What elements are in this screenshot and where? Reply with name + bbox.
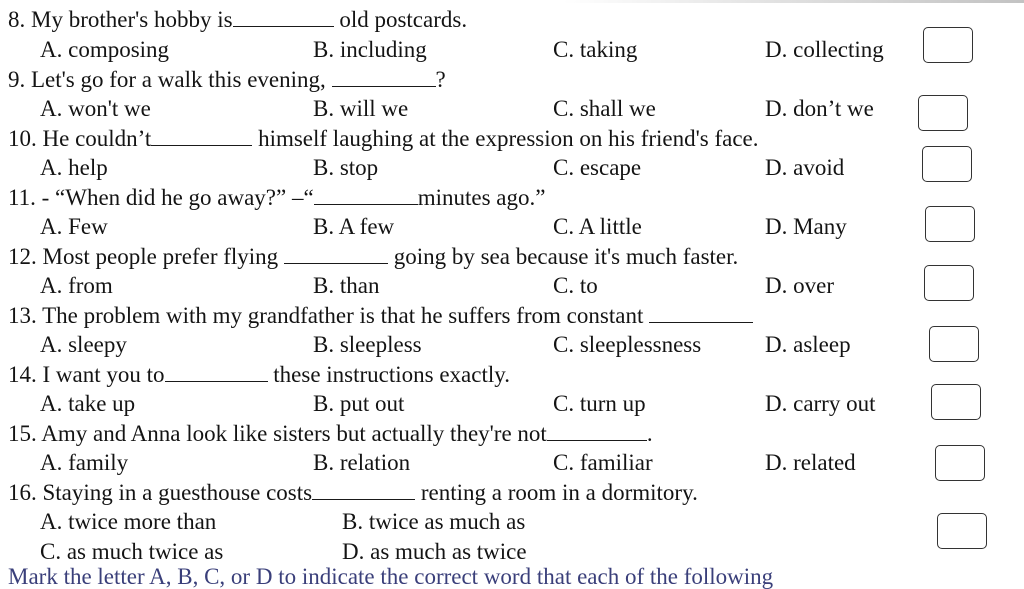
option-a[interactable]: A. help xyxy=(40,155,108,180)
answer-blank xyxy=(312,481,415,500)
option-d[interactable]: D. related xyxy=(765,450,856,475)
answer-blank xyxy=(547,422,647,441)
question-11-text-before: 11. - “When did he go away?” –“ xyxy=(8,185,314,210)
question-9-stem xyxy=(8,66,446,93)
answer-box-14[interactable] xyxy=(931,384,981,420)
answer-blank xyxy=(165,363,268,382)
option-a[interactable]: A. take up xyxy=(40,391,136,416)
question-8-text-after: old postcards. xyxy=(333,7,468,32)
option-a[interactable]: A. from xyxy=(40,273,113,298)
option-b[interactable]: B. relation xyxy=(313,450,411,475)
question-10-text-after: himself laughing at the expression on his friend's face. xyxy=(252,126,759,151)
question-16-text-after: renting a room in a dormitory. xyxy=(415,480,698,505)
option-a[interactable]: A. family xyxy=(40,450,129,475)
option-a[interactable]: A. Few xyxy=(40,214,108,239)
option-d[interactable]: D. carry out xyxy=(765,391,876,416)
question-10-stem xyxy=(8,125,759,152)
option-d[interactable]: D. avoid xyxy=(765,155,845,180)
option-d[interactable]: D. collecting xyxy=(765,37,884,62)
question-14-text-after: these instructions exactly. xyxy=(267,362,511,387)
option-c[interactable]: C. A little xyxy=(553,214,642,239)
question-14-stem xyxy=(8,361,510,388)
answer-blank xyxy=(649,304,753,323)
question-13-text-before: 13. The problem with my grandfather is that he suffers from constant xyxy=(8,303,650,328)
option-b[interactable]: B. will we xyxy=(313,96,409,121)
question-15-text-after: . xyxy=(646,421,653,446)
question-8-stem xyxy=(8,6,467,33)
question-16-text-before: 16. Staying in a guesthouse costs xyxy=(8,480,313,505)
option-a[interactable]: A. sleepy xyxy=(40,332,127,357)
cutoff-instruction-text: Mark the letter A, B, C, or D to indicate the correct word that each of the following xyxy=(8,564,774,589)
answer-box-15[interactable] xyxy=(935,445,985,481)
option-d[interactable]: D. over xyxy=(765,273,834,298)
answer-blank xyxy=(332,68,436,87)
option-c[interactable]: C. familiar xyxy=(553,450,653,475)
answer-box-12[interactable] xyxy=(924,265,974,301)
option-a[interactable]: A. composing xyxy=(40,37,170,62)
answer-box-11[interactable] xyxy=(925,206,975,242)
question-14-text-before: 14. I want you to xyxy=(8,362,165,387)
option-c[interactable]: C. shall we xyxy=(553,96,656,121)
option-b[interactable]: B. than xyxy=(313,273,380,298)
answer-blank xyxy=(233,8,334,27)
question-8-text-before: 8. My brother's hobby is xyxy=(8,7,233,32)
option-c[interactable]: C. taking xyxy=(553,37,638,62)
answer-box-8[interactable] xyxy=(923,27,973,63)
question-13-stem xyxy=(8,302,753,329)
option-c[interactable]: C. escape xyxy=(553,155,642,180)
answer-blank xyxy=(314,186,418,205)
question-12-stem xyxy=(8,243,738,270)
option-c[interactable]: C. sleeplessness xyxy=(553,332,702,357)
question-9-text-after: ? xyxy=(435,67,446,92)
option-b[interactable]: B. stop xyxy=(313,155,379,180)
option-d[interactable]: D. asleep xyxy=(765,332,851,357)
option-a[interactable]: A. won't we xyxy=(40,96,151,121)
cutoff-instruction-line xyxy=(0,564,1024,589)
answer-box-10[interactable] xyxy=(922,146,972,182)
option-b[interactable]: B. including xyxy=(313,37,427,62)
option-b[interactable]: B. sleepless xyxy=(313,332,422,357)
answer-box-16[interactable] xyxy=(937,513,987,549)
answer-box-13[interactable] xyxy=(929,326,979,362)
option-c[interactable]: C. to xyxy=(553,273,598,298)
answer-blank xyxy=(151,127,252,146)
answer-box-9[interactable] xyxy=(918,95,968,131)
option-d[interactable]: D. Many xyxy=(765,214,847,239)
question-11-text-after: minutes ago.” xyxy=(417,185,546,210)
question-16-stem xyxy=(8,479,698,506)
question-10-text-before: 10. He couldn’t xyxy=(8,126,152,151)
question-15-stem xyxy=(8,420,653,447)
option-d[interactable]: D. don’t we xyxy=(765,96,874,121)
option-b[interactable]: B. A few xyxy=(313,214,395,239)
question-15-text-before: 15. Amy and Anna look like sisters but actually they're not xyxy=(8,421,547,446)
top-edge-shadow xyxy=(0,0,1024,3)
answer-blank xyxy=(284,245,388,264)
question-12-text-after: going by sea because it's much faster. xyxy=(387,244,739,269)
option-d[interactable]: D. as much as twice xyxy=(342,539,527,564)
question-12-text-before: 12. Most people prefer flying xyxy=(8,244,284,269)
option-b[interactable]: B. twice as much as xyxy=(342,509,526,534)
option-a[interactable]: A. twice more than xyxy=(40,509,217,534)
option-c[interactable]: C. as much twice as xyxy=(40,539,224,564)
question-11-stem xyxy=(8,184,545,211)
question-9-text-before: 9. Let's go for a walk this evening, xyxy=(8,67,332,92)
option-c[interactable]: C. turn up xyxy=(553,391,646,416)
option-b[interactable]: B. put out xyxy=(313,391,405,416)
